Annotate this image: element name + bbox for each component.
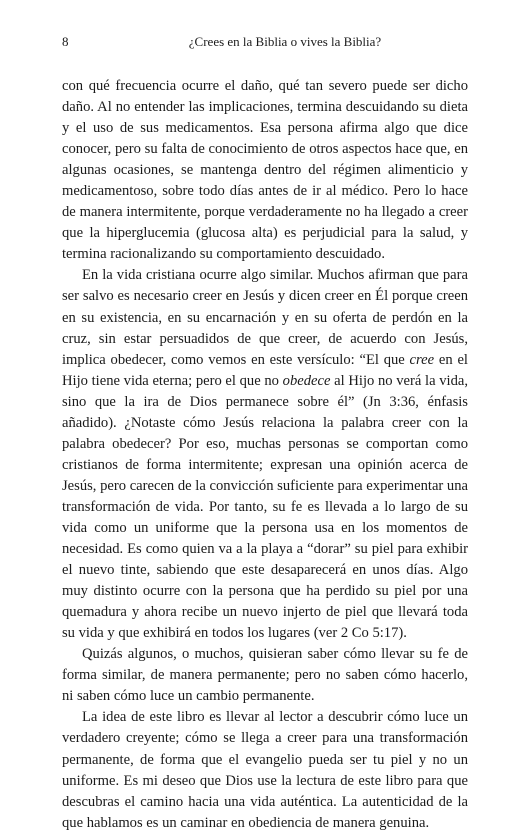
paragraph-3: [62, 644, 468, 707]
body-text: [62, 76, 468, 834]
running-title: ¿Crees en la Biblia o vives la Biblia?: [188, 34, 382, 49]
paragraph-text: al Hijo no verá la vida, sino que la ira de Dios permanece sobre él” (Jn 3:36, énfasis añadido). ¿Notaste cómo Jesús relaciona la palabra creer con la palabra obedecer? Por eso, muchas personas se comportan como cristianos de forma intermitente; expresan una opinión acerca de Jesús, pero carecen de la convicción suficiente para experimentar una transformación de vida. Por tanto, su fe es llevada a lo largo de su vida como un uniforme que la persona usa en los momentos de necesidad. Es como quien va a la playa a “dorar” su piel para exhibir el nuevo tinte, sabiendo que este desaparecerá en unos días. Algo muy distinto ocurre con la persona que ha perdido su piel por una quemadura y ahora recibe un nuevo injerto de piel que llevará toda su vida y que exhibirá en todos los lugares (ver 2 Co 5:17).: [62, 372, 468, 642]
book-page: [62, 34, 468, 834]
emphasis-cree: cree: [409, 351, 435, 368]
paragraph-2: [62, 265, 468, 644]
running-header: [62, 34, 468, 54]
page-number: 8: [62, 34, 69, 49]
paragraph-1: [62, 76, 468, 265]
paragraph-text: Quizás algunos, o muchos, quisieran saber cómo llevar su fe de forma similar, de manera permanente; pero no saben cómo hacerlo, ni saben cómo luce un cambio permanente.: [62, 646, 468, 705]
emphasis-obedece: obedece: [282, 372, 331, 389]
paragraph-text: La idea de este libro es llevar al lector a descubrir cómo luce un verdadero creyente; cómo se llega a creer para una transformación permanente, de forma que el evangelio pueda ser tu piel y no un uniforme. Es mi deseo que Dios use la lectura de este libro para que descubras el camino hacia una vida auténtica. La autenticidad de la que hablamos es un caminar en obediencia de manera genuina.: [62, 709, 468, 831]
paragraph-text: en el Hijo tiene vida eterna; pero el que no: [62, 351, 468, 389]
paragraph-text: En la vida cristiana ocurre algo similar. Muchos afirman que para ser salvo es necesario creer en Jesús y dicen creer en Él porque creen en su existencia, en su encarnación y en su oferta de perdón en la cruz, sin estar persuadidos de que creer, de acuerdo con Jesús, implica obedecer, como vemos en este versículo: “El que: [62, 267, 468, 368]
paragraph-text: con qué frecuencia ocurre el daño, qué tan severo puede ser dicho daño. Al no entender las implicaciones, termina descuidando su dieta y el uso de sus medicamentos. Esa persona afirma algo que dice conocer, pero su falta de conocimiento de otros aspectos hace que, en algunas ocasiones, se mantenga dentro del régimen alimenticio y medicamentoso, sobre todo días antes de ir al médico. Pero lo hace de manera intermitente, porque verdaderamente no ha llegado a creer que la hiperglucemia (glucosa alta) es perjudicial para la salud, y termina racionalizando su comportamiento descuidado.: [62, 78, 468, 263]
paragraph-4: [62, 707, 468, 833]
